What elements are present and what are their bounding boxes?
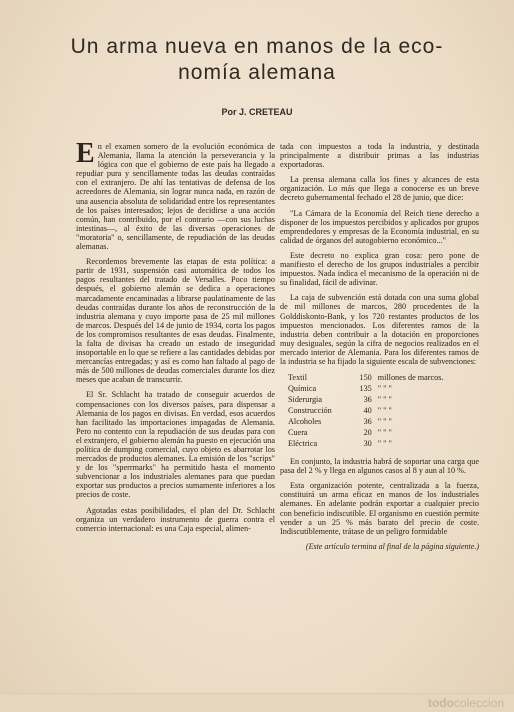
sector-unit: " " " xyxy=(377,384,392,394)
paragraph-4: Agotadas estas posibilidades, el plan del Dr. Schlacht organiza un verdadero instrumento de guerra contra el comercio internacional: es una Caja especial, alimen- xyxy=(76,505,275,533)
sector-unit: " " " xyxy=(377,417,392,427)
paragraph-2: Recordemos brevemente las etapas de esta política: a partir de 1931, suspensión casi automática de todos los pagos resultantes del tratado de Versalles. Poco tiempo después, el gobierno alemán se dedica a operaciones marcadamente encaminadas a librarse paulatinamente de las deudas contraídas durante los años de reconstrucción de la industria alemana y cuyo importe pasa de 25 mil millones de marcos. Después del 14 de junio de 1934, corta los pagos de los compromisos resultantes de esas deudas. Finalmente, la falta de divisas ha creado un estado de inseguridad insoportable en lo que se refiere a las cantidades debidas por mercancías entregadas; y así es como han faltado al pago de más de 500 millones de deudas comerciales durante los diez meses que acaban de transcurrir. xyxy=(76,257,275,385)
paragraph-8: La caja de subvención está dotada con una suma global de mil millones de marcos, 280 procedentes de la Golddiskonto-Bank, y los 720 restantes productos de los impuestos mencionados. Los diferentes ramos de la industria deben contribuir a la dotación en proporciones muy desiguales, según la cifra de negocios realizados en el mercado interior de Alemania. Para los diferentes ramos de la industria se ha fijado la siguiente escala de subvenciones: xyxy=(280,293,479,366)
watermark-brand: todo xyxy=(427,696,454,710)
sector-amount: 36 xyxy=(363,395,372,405)
table-row xyxy=(288,405,473,416)
title-line-1: Un arma nueva en manos de la eco- xyxy=(70,35,444,58)
subsidy-table xyxy=(288,372,473,449)
byline: Por J. CRETEAU xyxy=(221,107,293,117)
quote-paragraph: "La Cámara de la Economía del Reich tiene derecho a disponer de los impuestos percibidos y aplicados por grupos emprendedores y empresas de la Economía industrial, en su calidad de órganos del autogobierno económico..." xyxy=(280,208,479,245)
paragraph-7: Este decreto no explica gran cosa: pero pone de manifiesto el derecho de los grupos industriales a percibir impuestos. Nada indica el mecanismo de la operación ni de su finalidad, fácil de adivinar. xyxy=(280,250,479,288)
article-title xyxy=(40,34,474,86)
table-row xyxy=(288,372,473,383)
sector-unit: " " " xyxy=(377,439,392,449)
sector-amount: 20 xyxy=(363,428,372,438)
paragraph-5: tada con impuestos a toda la industria, y destinada principalmente a distribuir primas a las industrias exportadoras. xyxy=(280,142,479,170)
right-column xyxy=(280,142,479,551)
sector-name: Química xyxy=(288,384,317,394)
sector-amount: 150 xyxy=(359,373,372,383)
sector-amount: 30 xyxy=(363,439,372,449)
footer-strip xyxy=(0,693,514,712)
paragraph-9: En conjunto, la industria habrá de soportar una carga que pasa del 2 % y llega en algunos casos al 8 y aun al 10 %. xyxy=(280,457,479,476)
paragraph-1 xyxy=(76,138,275,252)
watermark-suffix: coleccion xyxy=(453,696,504,710)
sector-name: Construcción xyxy=(288,406,332,416)
sector-name: Alcoholes xyxy=(288,417,322,427)
watermark-logo xyxy=(428,696,504,710)
paragraph-10: Esta organización potente, centralizada a la fuerza, constituirá un arma eficaz en manos de los industriales alemanes. En adelante podrán exportar a cualquier precio con beneficio indiscutible. El organismo en cuestión permite vender a un 25 % más barato del precio de coste. Indiscutiblemente, trátase de un peligro formidable xyxy=(280,481,479,536)
sector-amount: 40 xyxy=(363,406,372,416)
sector-name: Siderurgia xyxy=(288,395,322,405)
table-row xyxy=(288,394,473,405)
table-row xyxy=(288,416,473,427)
table-row xyxy=(288,438,473,449)
title-line-2: nomía alemana xyxy=(178,61,336,84)
left-column xyxy=(76,138,275,539)
drop-cap: E xyxy=(76,138,95,169)
continuation-note: (Este artículo termina al final de la página siguiente.) xyxy=(305,541,479,551)
sector-unit: " " " xyxy=(377,406,392,416)
paragraph-3: El Sr. Schlacht ha tratado de conseguir acuerdos de compensaciones con los diversos países, para dispensar a Alemania de los pagos en divisas. En verdad, esos acuerdos han facilitado las importaciones impagadas de Alemania. Pero no contento con la repudiación de sus deudas para con el extranjero, el gobierno alemán ha puesto en ejecución una política de dumping comercial, cuyo objeto es abarrotar los mercados de productos alemanes. La emisión de los "scrips" y de los "sperrmarks" ha permitido hasta el momento subvencionar a los industriales alemanes para que puedan exportar sus productos a precios sumamente inferiores a los precios de coste. xyxy=(76,390,275,500)
sector-unit: millones de marcos. xyxy=(377,373,444,383)
sector-unit: " " " xyxy=(377,395,392,405)
table-row xyxy=(288,427,473,438)
sector-name: Cuera xyxy=(288,428,308,438)
table-row xyxy=(288,383,473,394)
paragraph-6: La prensa alemana calla los fines y alcances de esta organización. Lo más que llega a conocerse es un breve decreto gubernamental fechado el 28 de junio, que dice: xyxy=(280,175,479,203)
sector-name: Eléctrica xyxy=(288,439,318,449)
sector-unit: " " " xyxy=(377,428,392,438)
sector-name: Textil xyxy=(288,373,307,383)
sector-amount: 135 xyxy=(359,384,372,394)
paragraph-1-text: n el examen somero de la evolución económica de Alemania, llama la atención la perseverancia y la lógica con que el gobierno de este país ha llegado a repudiar pura y sencillamente todas las deudas contraídas con el extranjero. De ahí las tentativas de defensa de los acreedores de Alemania, sin lograr nunca nada, en razón de una ausencia absoluta de solidaridad entre los representantes de los países interesados; lejos de decidirse a una acción común, han contribuido, por el contrario —con sus luchas intestinas—, al éxito de las diversas operaciones de "moratoria" o, sencillamente, de repudiación de las deudas alemanas. xyxy=(76,142,275,252)
sector-amount: 36 xyxy=(363,417,372,427)
